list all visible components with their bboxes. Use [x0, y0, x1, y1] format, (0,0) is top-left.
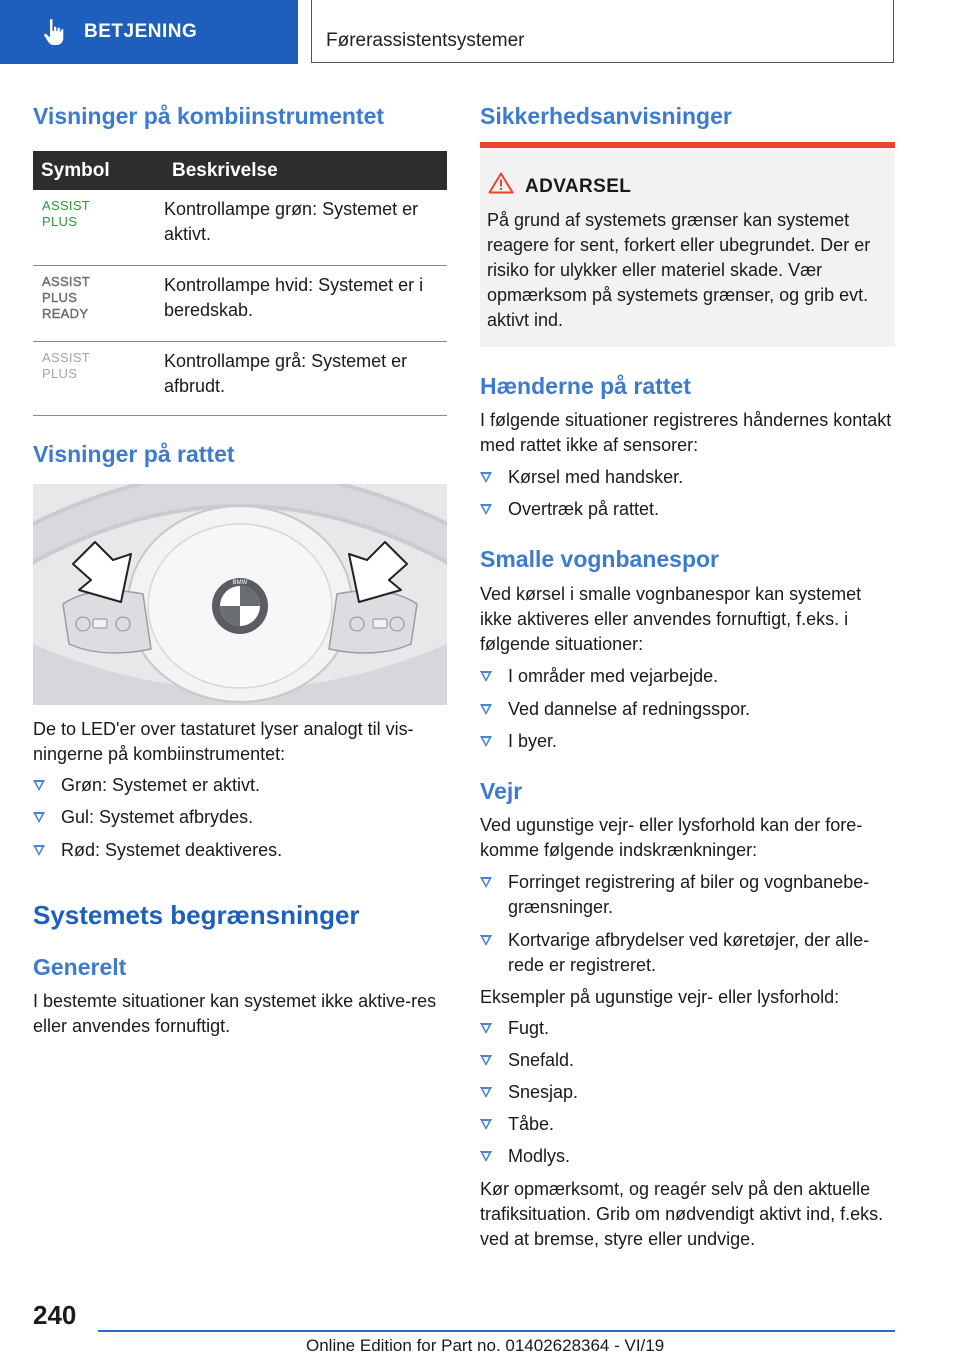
assist-plus-green-icon: ASSIST PLUS [33, 190, 164, 265]
heading-generelt: Generelt [33, 954, 127, 980]
steering-wheel-image [33, 484, 447, 705]
heading-haender: Hænderne på rattet [480, 373, 691, 399]
triangle-bullet-icon [480, 736, 492, 747]
triangle-bullet-icon [480, 877, 492, 888]
triangle-bullet-icon [480, 671, 492, 682]
footer-divider [98, 1330, 895, 1332]
triangle-bullet-icon [33, 780, 45, 791]
triangle-bullet-icon [480, 472, 492, 483]
list-item: Tåbe. [480, 1112, 895, 1137]
warning-title: ADVARSEL [525, 176, 632, 197]
row-desc: Kontrollampe grøn: Systemet er aktivt. [164, 190, 447, 265]
col-description: Beskrivelse [164, 151, 447, 190]
list-item: Modlys. [480, 1144, 895, 1169]
list-item: Kørsel med handsker. [480, 465, 895, 490]
heading-kombi: Visninger på kombiinstrumentet [33, 103, 385, 129]
warning-triangle-icon [488, 172, 514, 194]
triangle-bullet-icon [33, 812, 45, 823]
section-label: BETJENING [84, 21, 198, 42]
svg-text:BMW: BMW [232, 580, 248, 586]
haender-text: I følgende situationer registreres håndernes kontakt med rattet ikke af sensorer: [480, 410, 892, 455]
row-desc: Kontrollampe grå: Systemet er afbrudt. [164, 341, 447, 415]
chapter-title: Førerassistentsystemer [326, 30, 525, 51]
heading-begraensninger: Systemets begrænsninger [33, 900, 360, 930]
list-item: I områder med vejarbejde. [480, 664, 895, 689]
list-item: I byer. [480, 729, 895, 754]
list-item: Snefald. [480, 1048, 895, 1073]
assist-plus-ready-icon: ASSIST PLUS READY [33, 265, 164, 341]
triangle-bullet-icon [33, 845, 45, 856]
list-item: Grøn: Systemet er aktivt. [33, 773, 447, 798]
heading-smalle: Smalle vognbanespor [480, 546, 720, 572]
list-item: Overtræk på rattet. [480, 497, 895, 522]
heading-rattet: Visninger på rattet [33, 441, 235, 467]
table-row [33, 190, 447, 265]
smalle-text: Ved kørsel i smalle vognbanespor kan systemet ikke aktiveres eller anvendes fornuftigt, f.eks. i følgende situationer: [480, 584, 862, 654]
table-row [33, 341, 447, 415]
warning-text: På grund af systemets grænser kan systemet reagere for sent, forkert eller ubegrundet. Der er risiko for ulykker eller materiel skade. Vær opmærksom på systemets grænser, og grib evt. aktivt ind. [487, 210, 871, 330]
edition-note: Online Edition for Part no. 01402628364 - VI/19 [306, 1336, 665, 1355]
triangle-bullet-icon [480, 1151, 492, 1162]
heading-vejr: Vejr [480, 778, 523, 804]
triangle-bullet-icon [480, 504, 492, 515]
list-item: Fugt. [480, 1016, 895, 1041]
table-row [33, 265, 447, 341]
triangle-bullet-icon [480, 1119, 492, 1130]
list-item: Ved dannelse af redningsspor. [480, 697, 895, 722]
col-symbol: Symbol [33, 151, 164, 190]
list-item: Rød: Systemet deaktiveres. [33, 838, 447, 863]
triangle-bullet-icon [480, 1087, 492, 1098]
row-desc: Kontrollampe hvid: Systemet er i beredskab. [164, 265, 447, 341]
list-item: Gul: Systemet afbrydes. [33, 805, 447, 830]
final-text: Kør opmærksomt, og reagér selv på den aktuelle trafiksituation. Grib om nødvendigt aktivt ind, f.eks. ved at bremse, styre eller undvige. [480, 1179, 884, 1249]
triangle-bullet-icon [480, 704, 492, 715]
list-item: Kortvarige afbrydelser ved køretøjer, der alle-rede er registreret. [480, 928, 895, 978]
chapter-box [311, 0, 894, 63]
heading-sikkerhed: Sikkerhedsanvisninger [480, 103, 732, 129]
vejr-text: Ved ugunstige vejr- eller lysforhold kan der fore-komme følgende indskrænkninger: [480, 815, 863, 860]
section-tab[interactable] [0, 0, 298, 64]
wheel-text: De to LED'er over tastaturet lyser analogt til vis-ningerne på kombiinstrumentet: [33, 719, 414, 764]
warning-box [480, 142, 895, 347]
page-number: 240 [33, 1300, 77, 1330]
triangle-bullet-icon [480, 1055, 492, 1066]
list-item: Forringet registrering af biler og vognbanebe-grænsninger. [480, 870, 895, 920]
list-item: Snesjap. [480, 1080, 895, 1105]
triangle-bullet-icon [480, 935, 492, 946]
symbol-table [33, 151, 447, 416]
hand-pointer-icon [42, 18, 66, 46]
triangle-bullet-icon [480, 1023, 492, 1034]
generelt-text: I bestemte situationer kan systemet ikke aktive-res eller anvendes fornuftigt. [33, 991, 437, 1036]
assist-plus-grey-icon: ASSIST PLUS [33, 341, 164, 415]
eksempler-text: Eksempler på ugunstige vejr- eller lysforhold: [480, 987, 840, 1007]
